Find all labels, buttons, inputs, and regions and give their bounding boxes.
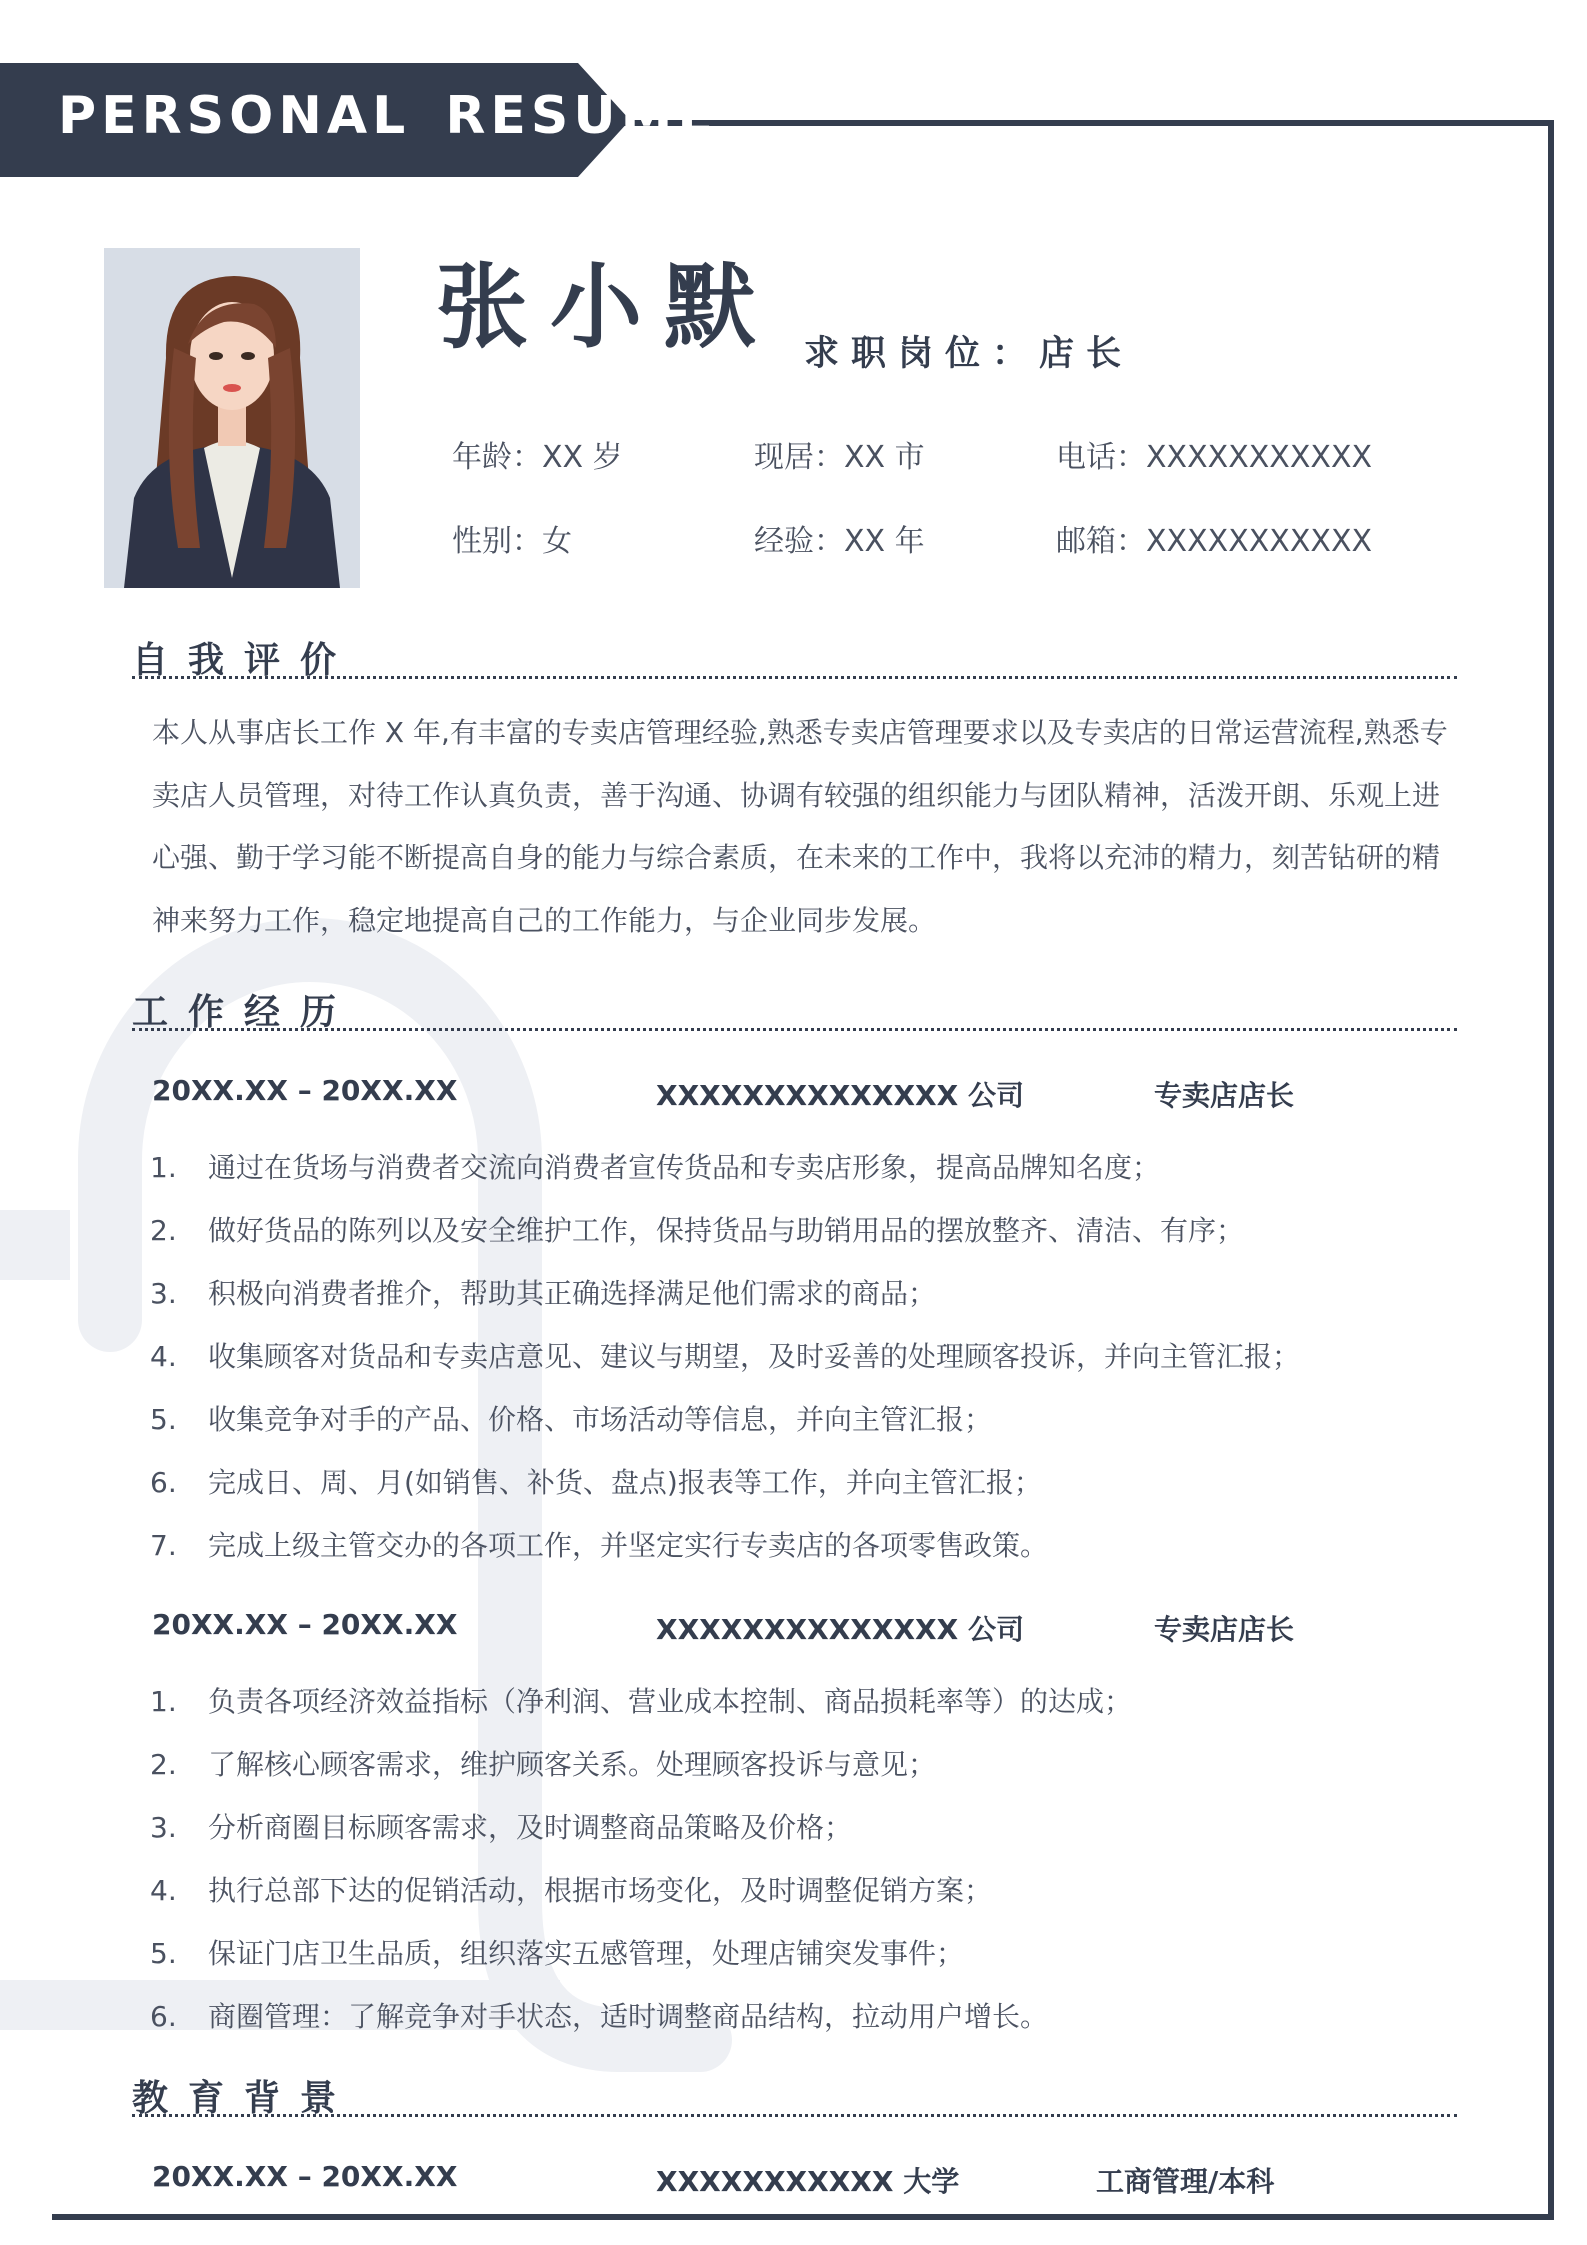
job-target <box>804 326 1133 376</box>
section-divider <box>132 2114 1457 2117</box>
list-item: 4. 收集顾客对货品和专卖店意见、建议与期望，及时妥善的处理顾客投诉，并向主管汇报； <box>150 1340 1301 1373</box>
info-gender: 性别：女 <box>452 524 572 559</box>
section-title-work: 工作经历 <box>132 992 357 1033</box>
job-1-period: 20XX.XX – 20XX.XX <box>152 1074 458 1107</box>
job-1-company: XXXXXXXXXXXXXX 公司 <box>656 1079 1024 1112</box>
avatar-illustration <box>104 248 360 588</box>
person-name: 张小默 <box>436 254 779 361</box>
edu-major: 工商管理/本科 <box>1096 2165 1275 2198</box>
info-age: 年龄：XX 岁 <box>452 440 623 475</box>
edu-period: 20XX.XX – 20XX.XX <box>152 2160 458 2193</box>
section-divider <box>132 1028 1457 1031</box>
section-title-education: 教育背景 <box>132 2078 357 2119</box>
job-2-company: XXXXXXXXXXXXXX 公司 <box>656 1613 1024 1646</box>
list-item: 6. 完成日、周、月(如销售、补货、盘点)报表等工作，并向主管汇报； <box>150 1466 1042 1499</box>
info-phone: 电话：XXXXXXXXXXX <box>1056 440 1373 475</box>
job-label: 求职岗位： <box>804 334 1040 374</box>
section-divider <box>132 676 1457 679</box>
info-email: 邮箱：XXXXXXXXXXX <box>1056 524 1373 559</box>
list-item: 5. 收集竞争对手的产品、价格、市场活动等信息，并向主管汇报； <box>150 1403 993 1436</box>
job-2-role: 专卖店店长 <box>1154 1613 1295 1646</box>
profile-photo <box>104 248 360 588</box>
list-item: 7. 完成上级主管交办的各项工作，并坚定实行专卖店的各项零售政策。 <box>150 1529 1049 1562</box>
list-item: 1. 通过在货场与消费者交流向消费者宣传货品和专卖店形象，提高品牌知名度； <box>150 1151 1161 1184</box>
job-1-role: 专卖店店长 <box>1154 1079 1295 1112</box>
self-eval-text: 本人从事店长工作 X 年,有丰富的专卖店管理经验,熟悉专卖店管理要求以及专卖店的日常运营流程,熟悉专卖店人员管理，对待工作认真负责，善于沟通、协调有较强的组织能力与团队精神，活泼开朗、乐观上进心强、勤于学习能不断提高自身的能力与综合素质，在未来的工作中，我将以充沛的精力，刻苦钻研的精神来努力工作，稳定地提高自己的工作能力，与企业同步发展。 <box>152 716 1448 937</box>
banner-title: PERSONAL RESUME <box>58 86 718 146</box>
list-item: 1. 负责各项经济效益指标（净利润、营业成本控制、商品损耗率等）的达成； <box>150 1685 1133 1718</box>
list-item: 2. 了解核心顾客需求，维护顾客关系。处理顾客投诉与意见； <box>150 1748 937 1781</box>
list-item: 6. 商圈管理：了解竞争对手状态，适时调整商品结构，拉动用户增长。 <box>150 2000 1049 2033</box>
info-city: 现居：XX 市 <box>754 440 925 475</box>
info-experience: 经验：XX 年 <box>754 524 925 559</box>
job-value: 店长 <box>1039 334 1134 374</box>
list-item: 2. 做好货品的陈列以及安全维护工作，保持货品与助销用品的摆放整齐、清洁、有序； <box>150 1214 1245 1247</box>
list-item: 3. 分析商圈目标顾客需求，及时调整商品策略及价格； <box>150 1811 853 1844</box>
list-item: 3. 积极向消费者推介，帮助其正确选择满足他们需求的商品； <box>150 1277 937 1310</box>
edu-school: XXXXXXXXXXX 大学 <box>656 2165 960 2198</box>
job-2-period: 20XX.XX – 20XX.XX <box>152 1608 458 1641</box>
list-item: 5. 保证门店卫生品质，组织落实五感管理，处理店铺突发事件； <box>150 1937 965 1970</box>
list-item: 4. 执行总部下达的促销活动，根据市场变化，及时调整促销方案； <box>150 1874 993 1907</box>
section-title-self-eval: 自我评价 <box>132 640 357 681</box>
